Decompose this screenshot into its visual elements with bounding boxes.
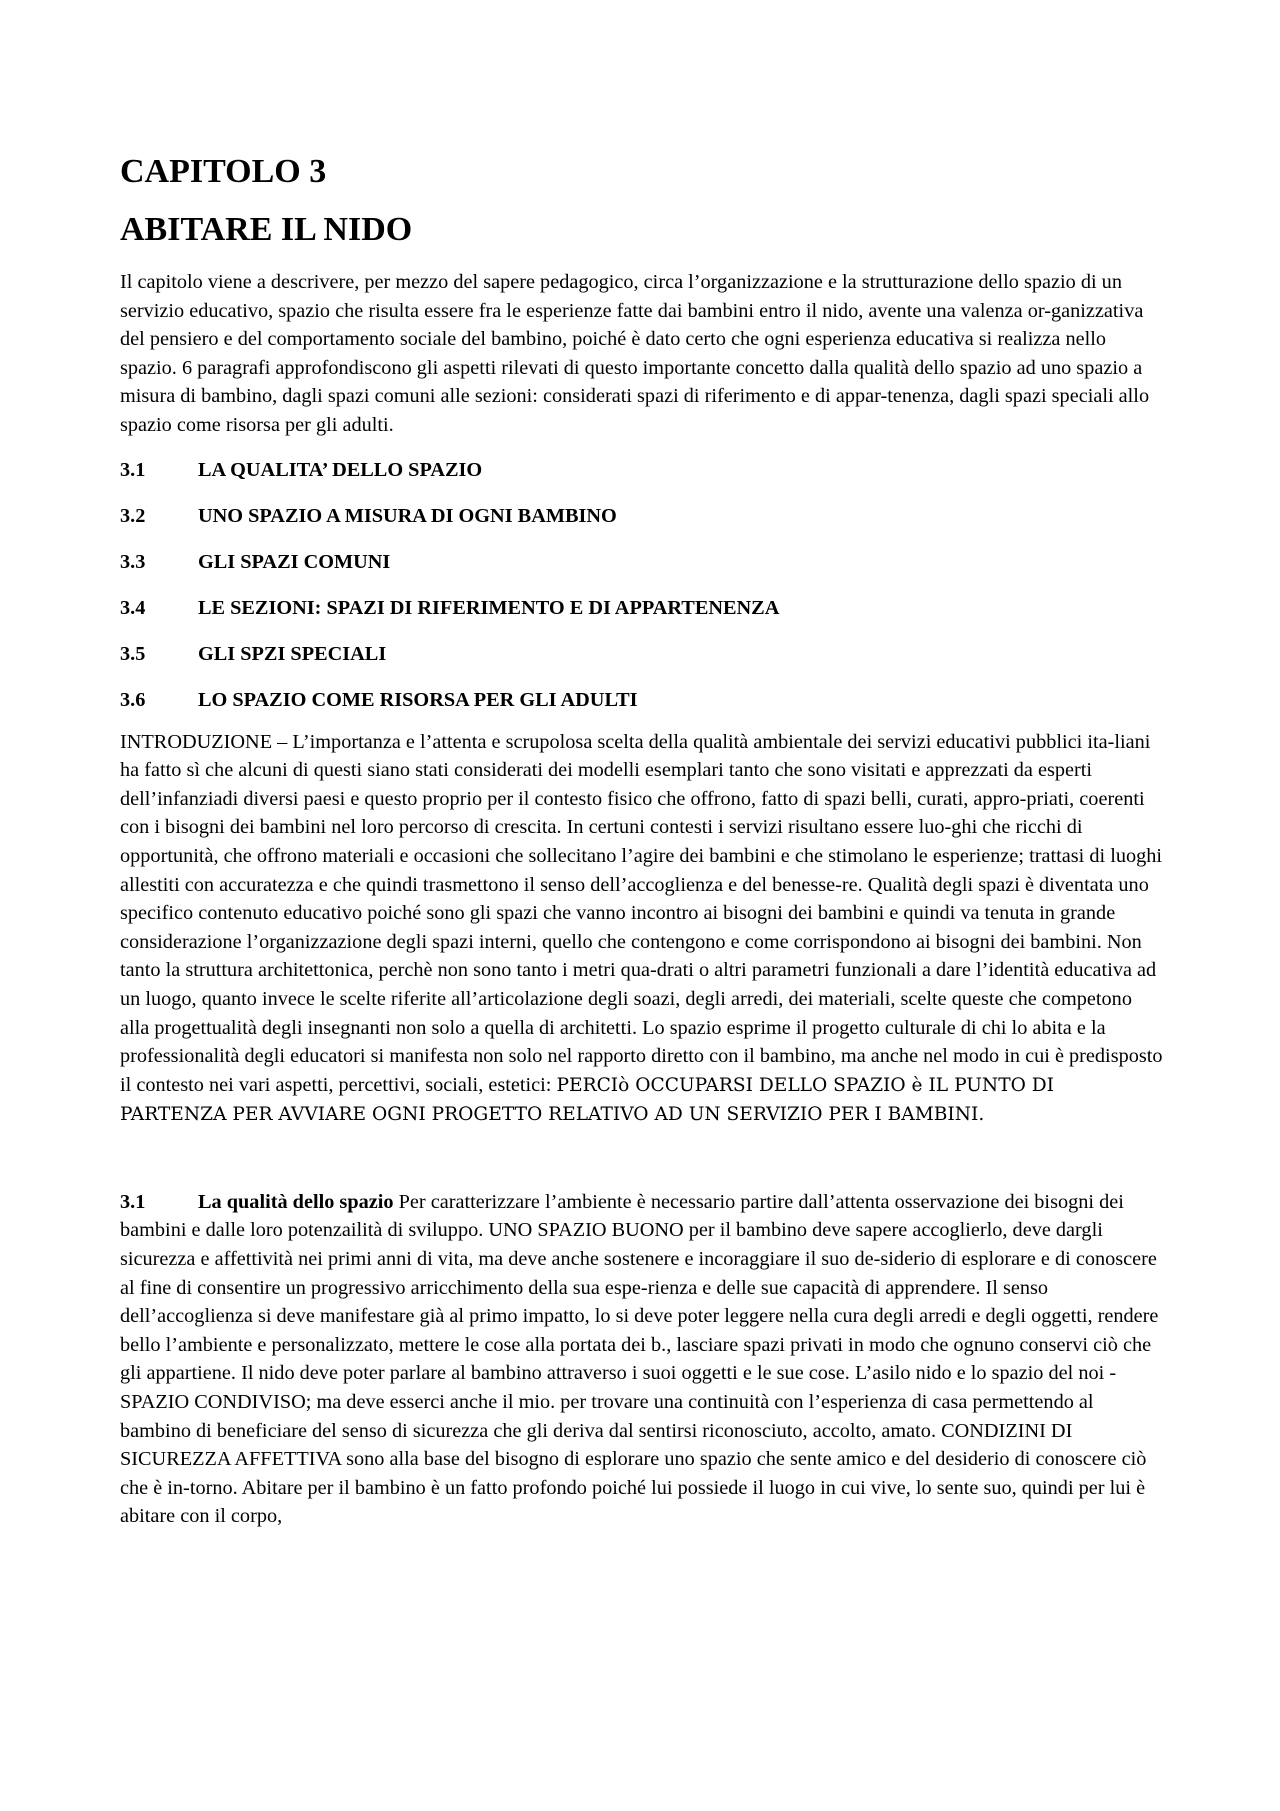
toc-item — [120, 548, 1166, 576]
section-3-1-paragraph — [120, 1188, 1166, 1531]
chapter-subtitle: ABITARE IL NIDO — [120, 211, 413, 248]
toc-title: LO SPAZIO COME RISORSA PER GLI ADULTI — [198, 688, 638, 711]
toc-item — [120, 686, 1166, 714]
table-of-contents — [120, 456, 1166, 714]
section-number: 3.1 — [120, 1190, 146, 1213]
section-text: Per caratterizzare l’ambiente è necessario partire dall’attenta osservazione dei bisogni dei bambini e dalle loro potenzailità di sviluppo. UNO SPAZIO BUONO per il bambino deve sapere accoglierlo, deve dargli sicurezza e affettività nei primi anni di vita, ma deve anche sostenere e incoraggiare il suo de-siderio di esplorare e di conoscere al fine di consentire un progressivo arricchimento della sua espe-rienza e delle sue capacità di apprendere. Il senso dell’accoglienza si deve manifestare già al primo impatto, lo si deve poter leggere nella cura degli arredi e degli oggetti, rendere bello l’ambiente e personalizzato, mettere le cose alla portata dei b., lasciare spazi privati in modo che ognuno conservi ciò che gli appartiene. Il nido deve poter parlare al bambino attraverso i suoi oggetti e le sue cose. L’asilo nido e lo spazio del noi - SPAZIO CONDIVISO; ma deve esserci anche il mio. per trovare una continuità con l’esperienza di casa permettendo al bambino di beneficiare del senso di sicurezza che gli deriva dal sentirsi riconosciuto, accolto, amato. CONDIZINI DI SICUREZZA AFFETTIVA sono alla base del bisogno di esplorare uno spazio che sente amico e del desiderio di conoscere ciò che è in-torno. Abitare per il bambino è un fatto profondo poiché lui possiede il luogo in cui vive, lo sente suo, quindi per lui è abitare con il corpo, — [120, 1190, 1159, 1528]
document-page — [120, 150, 1166, 1531]
chapter-summary: Il capitolo viene a descrivere, per mezzo del sapere pedagogico, circa l’organizzazione e la strutturazione dello spazio di un servizio educativo, spazio che risulta essere fra le esperienze fatte dai bambini entro il nido, avente una valenza or-ganizzativa del pensiero e del comportamento sociale del bambino, poiché è dato certo che ogni esperienza educativa si realizza nello spazio. 6 paragrafi approfondiscono gli aspetti rilevati di questo importante concetto dalla qualità dello spazio ad uno spazio a misura di bambino, dagli spazi comuni alle sezioni: considerati spazi di riferimento e di appar-tenenza, dagli spazi speciali allo spazio come risorsa per gli adulti. — [120, 271, 1150, 436]
toc-item — [120, 640, 1166, 668]
toc-number: 3.3 — [120, 550, 146, 573]
chapter-title: CAPITOLO 3 — [120, 153, 327, 190]
toc-number: 3.5 — [120, 642, 146, 665]
introduction-text: INTRODUZIONE – L’importanza e l’attenta e scrupolosa scelta della qualità ambientale dei servizi educativi pubblici ita-liani ha fatto sì che alcuni di questi siano stati considerati dei modelli esemplari tanto che sono visitati e apprezzati da esperti dell’infanziadi diversi paesi e questo proprio per il contesto fisico che offrono, fatto di spazi belli, curati, appro-priati, coerenti con i bisogni dei bambini nel loro percorso di crescita. In certuni contesti i servizi risultano essere luo-ghi che ricchi di opportunità, che offrono materiali e occasioni che sollecitano l’agire dei bambini e che stimolano le esperienze; trattasi di luoghi allestiti con accuratezza e che quindi trasmettono il senso dell’accoglienza e del benesse-re. Qualità degli spazi è diventata uno specifico contenuto educativo poiché sono gli spazi che vanno incontro ai bisogni dei bambini e quindi va tenuta in grande considerazione l’organizzazione degli spazi interni, quello che contengono e come corrispondono ai bisogni dei bambini. Non tanto la struttura architettonica, perchè non sono tanto i metri qua-drati o altri parametri funzionali a dare l’identità educativa ad un luogo, quanto invece le scelte riferite all’articolazione degli soazi, degli arredi, dei materiali, scelte queste che competono alla progettualità degli insegnanti non solo a quella di architetti. Lo spazio esprime il progetto culturale di chi lo abita e la professionalità degli educatori si manifesta non solo nel rapporto diretto con il bambino, ma anche nel modo in cui è predisposto il contesto nei vari aspetti, percettivi, sociali, estetici: — [120, 730, 1163, 1096]
toc-title: GLI SPAZI COMUNI — [198, 550, 391, 573]
section-title: La qualità dello spazio — [198, 1190, 394, 1213]
toc-number: 3.2 — [120, 504, 146, 527]
toc-item — [120, 456, 1166, 484]
toc-title: LE SEZIONI: SPAZI DI RIFERIMENTO E DI APPARTENENZA — [198, 596, 780, 619]
toc-title: GLI SPZI SPECIALI — [198, 642, 387, 665]
toc-item — [120, 502, 1166, 530]
toc-number: 3.1 — [120, 458, 146, 481]
toc-number: 3.4 — [120, 596, 146, 619]
toc-title: UNO SPAZIO A MISURA DI OGNI BAMBINO — [198, 504, 617, 527]
introduction-paragraph — [120, 728, 1166, 1130]
toc-title: LA QUALITA’ DELLO SPAZIO — [198, 458, 483, 481]
introduction-caps-text: PERCIò OCCUPARSI DELLO SPAZIO è IL PUNTO DI PARTENZA PER AVVIARE OGNI PROGETTO RELATIVO AD UN SERVIZIO PER I BAMBINI. — [120, 1074, 1055, 1126]
toc-item — [120, 594, 1166, 622]
toc-number: 3.6 — [120, 688, 146, 711]
